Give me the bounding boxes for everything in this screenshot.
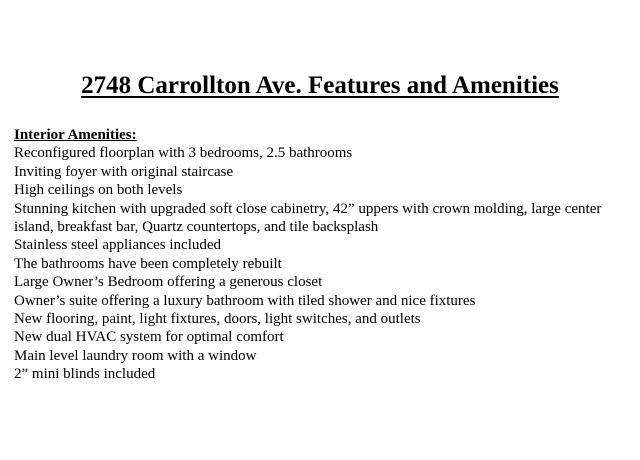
document-title: 2748 Carrollton Ave. Features and Amenities	[81, 72, 559, 99]
section-heading: Interior Amenities:	[14, 127, 137, 143]
amenity-item: New dual HVAC system for optimal comfort	[14, 329, 284, 346]
amenity-item: Owner’s suite offering a luxury bathroom with tiled shower and nice fixtures	[14, 292, 476, 309]
amenity-item: Reconfigured floorplan with 3 bedrooms, 2.5 bathrooms	[14, 145, 353, 162]
amenity-item: Large Owner’s Bedroom offering a generous closet	[14, 274, 323, 291]
amenity-item: 2” mini blinds included	[14, 366, 156, 383]
amenity-item: New flooring, paint, light fixtures, doors, light switches, and outlets	[14, 311, 421, 328]
amenity-item: Inviting foyer with original staircase	[14, 163, 234, 180]
amenity-item: Stainless steel appliances included	[14, 237, 222, 254]
amenity-item: Main level laundry room with a window	[14, 347, 257, 364]
amenity-item: The bathrooms have been completely rebuilt	[14, 255, 282, 272]
amenity-list	[14, 144, 626, 383]
interior-amenities-section	[14, 126, 626, 384]
amenity-item: High ceilings on both levels	[14, 182, 183, 199]
amenity-item: Stunning kitchen with upgraded soft close cabinetry, 42” uppers with crown molding, large center island, breakfast bar, Quartz countertops, and tile backsplash	[14, 200, 602, 236]
